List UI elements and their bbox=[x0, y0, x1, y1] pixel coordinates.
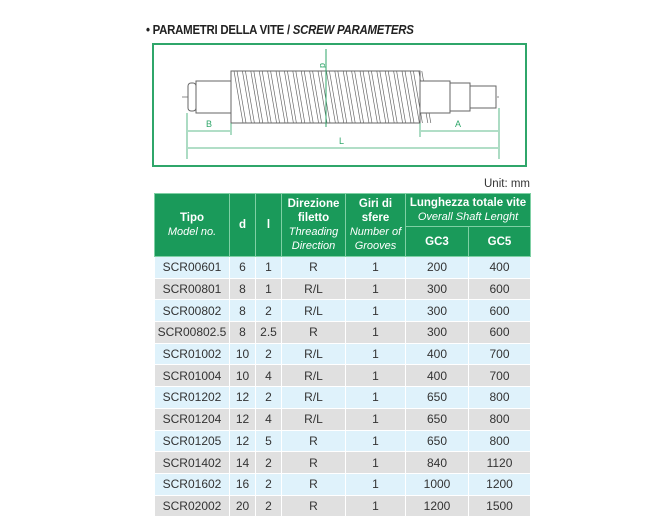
table-row bbox=[155, 387, 531, 409]
header-tipo-main: Tipo bbox=[179, 212, 205, 224]
screw-drawing bbox=[154, 45, 529, 169]
cell-l: 4 bbox=[256, 408, 282, 430]
cell-dir: R bbox=[282, 495, 346, 517]
cell-dir: R bbox=[282, 322, 346, 344]
cell-grooves: 1 bbox=[346, 408, 406, 430]
cell-dir: R bbox=[282, 452, 346, 474]
table-row bbox=[155, 430, 531, 452]
cell-gc3: 840 bbox=[406, 452, 469, 474]
cell-model: SCR00802.5 bbox=[155, 322, 230, 344]
cell-model: SCR00801 bbox=[155, 278, 230, 300]
label-a: A bbox=[455, 119, 462, 129]
cell-gc3: 1200 bbox=[406, 495, 469, 517]
cell-grooves: 1 bbox=[346, 452, 406, 474]
header-tipo bbox=[155, 194, 230, 257]
cell-model: SCR02002 bbox=[155, 495, 230, 517]
cell-dir: R bbox=[282, 430, 346, 452]
cell-l: 2.5 bbox=[256, 322, 282, 344]
cell-model: SCR01205 bbox=[155, 430, 230, 452]
title-italian: PARAMETRI DELLA VITE / bbox=[152, 22, 293, 37]
header-giri-sub2: Grooves bbox=[354, 240, 397, 252]
cell-gc5: 700 bbox=[469, 365, 531, 387]
cell-l: 2 bbox=[256, 300, 282, 322]
cell-gc5: 1120 bbox=[469, 452, 531, 474]
right-step bbox=[450, 83, 470, 111]
title-bullet: • bbox=[146, 22, 150, 37]
cell-gc5: 600 bbox=[469, 278, 531, 300]
cell-dir: R/L bbox=[282, 343, 346, 365]
screw-diagram bbox=[152, 43, 527, 167]
table-row bbox=[155, 452, 531, 474]
cell-l: 1 bbox=[256, 278, 282, 300]
cell-gc3: 400 bbox=[406, 365, 469, 387]
header-direzione-main1: Direzione bbox=[287, 198, 340, 210]
cell-l: 2 bbox=[256, 387, 282, 409]
cell-d: 10 bbox=[230, 343, 256, 365]
cell-grooves: 1 bbox=[346, 257, 406, 279]
cell-d: 6 bbox=[230, 257, 256, 279]
cell-model: SCR00601 bbox=[155, 257, 230, 279]
cell-dir: R bbox=[282, 473, 346, 495]
screw-parameters-table bbox=[154, 193, 531, 517]
cell-model: SCR01202 bbox=[155, 387, 230, 409]
label-d: d bbox=[318, 63, 328, 69]
cell-grooves: 1 bbox=[346, 343, 406, 365]
table-row bbox=[155, 257, 531, 279]
right-end bbox=[470, 86, 496, 108]
section-title bbox=[146, 22, 414, 37]
header-giri-main1: Giri di bbox=[358, 198, 393, 210]
cell-grooves: 1 bbox=[346, 300, 406, 322]
header-giri-sub1: Number of bbox=[349, 226, 402, 238]
label-l: L bbox=[339, 136, 345, 146]
table-row bbox=[155, 365, 531, 387]
label-b: B bbox=[206, 119, 213, 129]
cell-dir: R/L bbox=[282, 387, 346, 409]
header-tipo-sub: Model no. bbox=[167, 226, 217, 238]
table-row bbox=[155, 343, 531, 365]
cell-model: SCR01002 bbox=[155, 343, 230, 365]
cell-d: 12 bbox=[230, 387, 256, 409]
cell-d: 8 bbox=[230, 322, 256, 344]
header-direzione-sub1: Threading bbox=[288, 226, 339, 238]
cell-d: 12 bbox=[230, 430, 256, 452]
right-journal bbox=[420, 81, 450, 113]
cell-gc5: 700 bbox=[469, 343, 531, 365]
header-gc5: GC5 bbox=[469, 227, 531, 257]
cell-l: 5 bbox=[256, 430, 282, 452]
unit-label: Unit: mm bbox=[484, 178, 530, 190]
cell-l: 2 bbox=[256, 473, 282, 495]
header-lunghezza-sub: Overall Shaft Lenght bbox=[417, 211, 519, 223]
left-journal bbox=[196, 81, 231, 113]
cell-dir: R/L bbox=[282, 365, 346, 387]
table-row bbox=[155, 278, 531, 300]
cell-l: 4 bbox=[256, 365, 282, 387]
table-row bbox=[155, 495, 531, 517]
cell-d: 8 bbox=[230, 300, 256, 322]
cell-gc3: 650 bbox=[406, 408, 469, 430]
cell-gc3: 200 bbox=[406, 257, 469, 279]
header-lunghezza bbox=[406, 194, 531, 227]
cell-grooves: 1 bbox=[346, 365, 406, 387]
cell-grooves: 1 bbox=[346, 278, 406, 300]
cell-model: SCR01204 bbox=[155, 408, 230, 430]
cell-gc3: 650 bbox=[406, 387, 469, 409]
cell-d: 20 bbox=[230, 495, 256, 517]
cell-grooves: 1 bbox=[346, 473, 406, 495]
cell-gc5: 800 bbox=[469, 408, 531, 430]
header-direzione-main2: filetto bbox=[297, 212, 330, 224]
cell-dir: R/L bbox=[282, 300, 346, 322]
table-row bbox=[155, 322, 531, 344]
cell-d: 10 bbox=[230, 365, 256, 387]
table-row bbox=[155, 408, 531, 430]
cell-dir: R/L bbox=[282, 408, 346, 430]
cell-model: SCR01602 bbox=[155, 473, 230, 495]
cell-l: 2 bbox=[256, 452, 282, 474]
cell-d: 8 bbox=[230, 278, 256, 300]
header-direzione bbox=[282, 194, 346, 257]
cell-gc5: 600 bbox=[469, 300, 531, 322]
cell-gc3: 300 bbox=[406, 300, 469, 322]
cell-d: 14 bbox=[230, 452, 256, 474]
header-lunghezza-main: Lunghezza totale vite bbox=[409, 197, 527, 209]
title-english: SCREW PARAMETERS bbox=[292, 22, 414, 37]
cell-gc5: 1500 bbox=[469, 495, 531, 517]
cell-gc5: 800 bbox=[469, 430, 531, 452]
cell-grooves: 1 bbox=[346, 430, 406, 452]
cell-gc3: 300 bbox=[406, 278, 469, 300]
cell-d: 12 bbox=[230, 408, 256, 430]
header-d: d bbox=[230, 194, 256, 257]
header-giri-main2: sfere bbox=[361, 212, 390, 224]
cell-l: 2 bbox=[256, 343, 282, 365]
cell-dir: R/L bbox=[282, 278, 346, 300]
cell-dir: R bbox=[282, 257, 346, 279]
header-direzione-sub2: Direction bbox=[291, 240, 336, 252]
cell-model: SCR00802 bbox=[155, 300, 230, 322]
cell-grooves: 1 bbox=[346, 387, 406, 409]
cell-gc5: 800 bbox=[469, 387, 531, 409]
header-gc3: GC3 bbox=[406, 227, 469, 257]
cell-gc3: 300 bbox=[406, 322, 469, 344]
table-row bbox=[155, 300, 531, 322]
left-end-cap bbox=[188, 83, 196, 111]
cell-model: SCR01004 bbox=[155, 365, 230, 387]
cell-model: SCR01402 bbox=[155, 452, 230, 474]
cell-l: 1 bbox=[256, 257, 282, 279]
header-l: l bbox=[256, 194, 282, 257]
header-giri bbox=[346, 194, 406, 257]
cell-gc3: 400 bbox=[406, 343, 469, 365]
cell-d: 16 bbox=[230, 473, 256, 495]
cell-gc5: 400 bbox=[469, 257, 531, 279]
cell-gc5: 600 bbox=[469, 322, 531, 344]
cell-grooves: 1 bbox=[346, 322, 406, 344]
table-row bbox=[155, 473, 531, 495]
cell-gc5: 1200 bbox=[469, 473, 531, 495]
cell-gc3: 1000 bbox=[406, 473, 469, 495]
cell-grooves: 1 bbox=[346, 495, 406, 517]
cell-gc3: 650 bbox=[406, 430, 469, 452]
cell-l: 2 bbox=[256, 495, 282, 517]
